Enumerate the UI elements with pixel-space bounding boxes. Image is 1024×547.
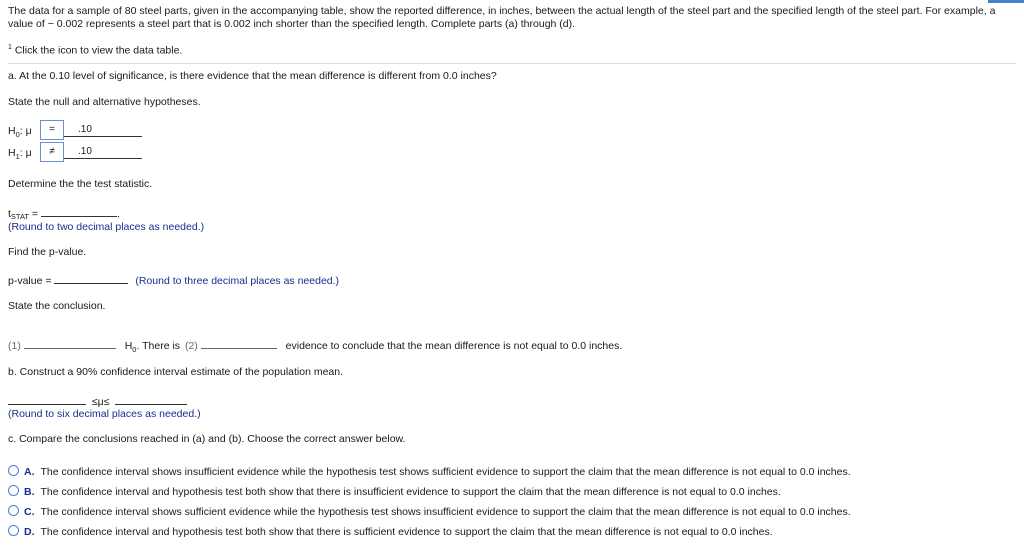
part-a-question: a. At the 0.10 level of significance, is there evidence that the mean difference is different from 0.0 inches? xyxy=(8,70,497,82)
tstat-row: tSTAT = . xyxy=(8,205,120,221)
conclusion-prompt: State the conclusion. xyxy=(8,300,106,312)
footnote-text[interactable]: Click the icon to view the data table. xyxy=(14,44,183,57)
conclusion-1-label: (1) xyxy=(8,340,21,352)
pvalue-input[interactable] xyxy=(54,272,128,284)
conclusion-2-label: (2) xyxy=(184,340,198,352)
option-c[interactable]: C. The confidence interval shows sufficient evidence while the hypothesis test shows insufficient evidence to support the claim that the mean difference is not equal to 0.0 inches. xyxy=(8,505,851,518)
h1-value-input[interactable]: .10 xyxy=(64,145,142,159)
test-statistic-prompt: Determine the the test statistic. xyxy=(8,178,153,190)
part-c-question: c. Compare the conclusions reached in (a) and (b). Choose the correct answer below. xyxy=(8,433,406,445)
state-hypotheses-prompt: State the null and alternative hypotheses. xyxy=(8,96,201,108)
conclusion-row: (1) $H_0$. There is (2) evidence to conclude that the mean difference is not equal to 0.0 inches. xyxy=(8,337,622,354)
problem-intro: The data for a sample of 80 steel parts, given in the accompanying table, show the reported difference, in inches, between the actual length of the steel part and the specified length of the steel part. For example, a value of − 0.002 represents a steel part that is 0.002 inch shorter than the specified length. Complete parts (a) through (d). xyxy=(8,5,996,30)
pvalue-round-note: (Round to three decimal places as needed.) xyxy=(135,275,340,287)
option-b[interactable]: B. The confidence interval and hypothesis test both show that there is insufficient evidence to support the claim that the mean difference is not equal to 0.0 inches. xyxy=(8,485,781,498)
option-a[interactable]: A. The confidence interval shows insufficient evidence while the hypothesis test shows sufficient evidence to support the claim that the mean difference is not equal to 0.0 inches. xyxy=(8,465,851,478)
option-d[interactable]: D. The confidence interval and hypothesis test both show that there is sufficient evidence to support the claim that the mean difference is not equal to 0.0 inches. xyxy=(8,525,773,538)
conclusion-1-dropdown[interactable] xyxy=(24,337,116,349)
h1-sign-select[interactable]: ≠ xyxy=(40,142,64,162)
top-right-tab-marker xyxy=(988,0,1024,3)
pvalue-row: p-value = (Round to three decimal places as needed.) xyxy=(8,272,339,287)
option-b-radio[interactable] xyxy=(8,485,19,496)
ci-row xyxy=(8,393,187,408)
tstat-input[interactable] xyxy=(41,205,117,217)
h0-label: $H_0$: μ xyxy=(8,125,32,140)
conclusion-2-dropdown[interactable] xyxy=(201,337,277,349)
option-d-radio[interactable] xyxy=(8,525,19,536)
footnote-mark: 1 xyxy=(8,44,12,51)
ci-symbol: ≤μ≤ xyxy=(91,396,110,408)
h0-sign-select[interactable]: = xyxy=(40,120,64,140)
tstat-round-note: (Round to two decimal places as needed.) xyxy=(8,221,205,233)
h1-label: $H_1$: μ xyxy=(8,147,32,162)
divider xyxy=(8,63,1016,64)
pvalue-prompt: Find the p-value. xyxy=(8,246,87,258)
data-table-footnote[interactable] xyxy=(8,44,182,57)
part-b-question: b. Construct a 90% confidence interval estimate of the population mean. xyxy=(8,366,344,378)
option-a-radio[interactable] xyxy=(8,465,19,476)
ci-lower-input[interactable] xyxy=(8,393,86,405)
ci-upper-input[interactable] xyxy=(115,393,187,405)
option-c-radio[interactable] xyxy=(8,505,19,516)
ci-round-note: (Round to six decimal places as needed.) xyxy=(8,408,201,420)
h0-value-input[interactable]: .10 xyxy=(64,123,142,137)
